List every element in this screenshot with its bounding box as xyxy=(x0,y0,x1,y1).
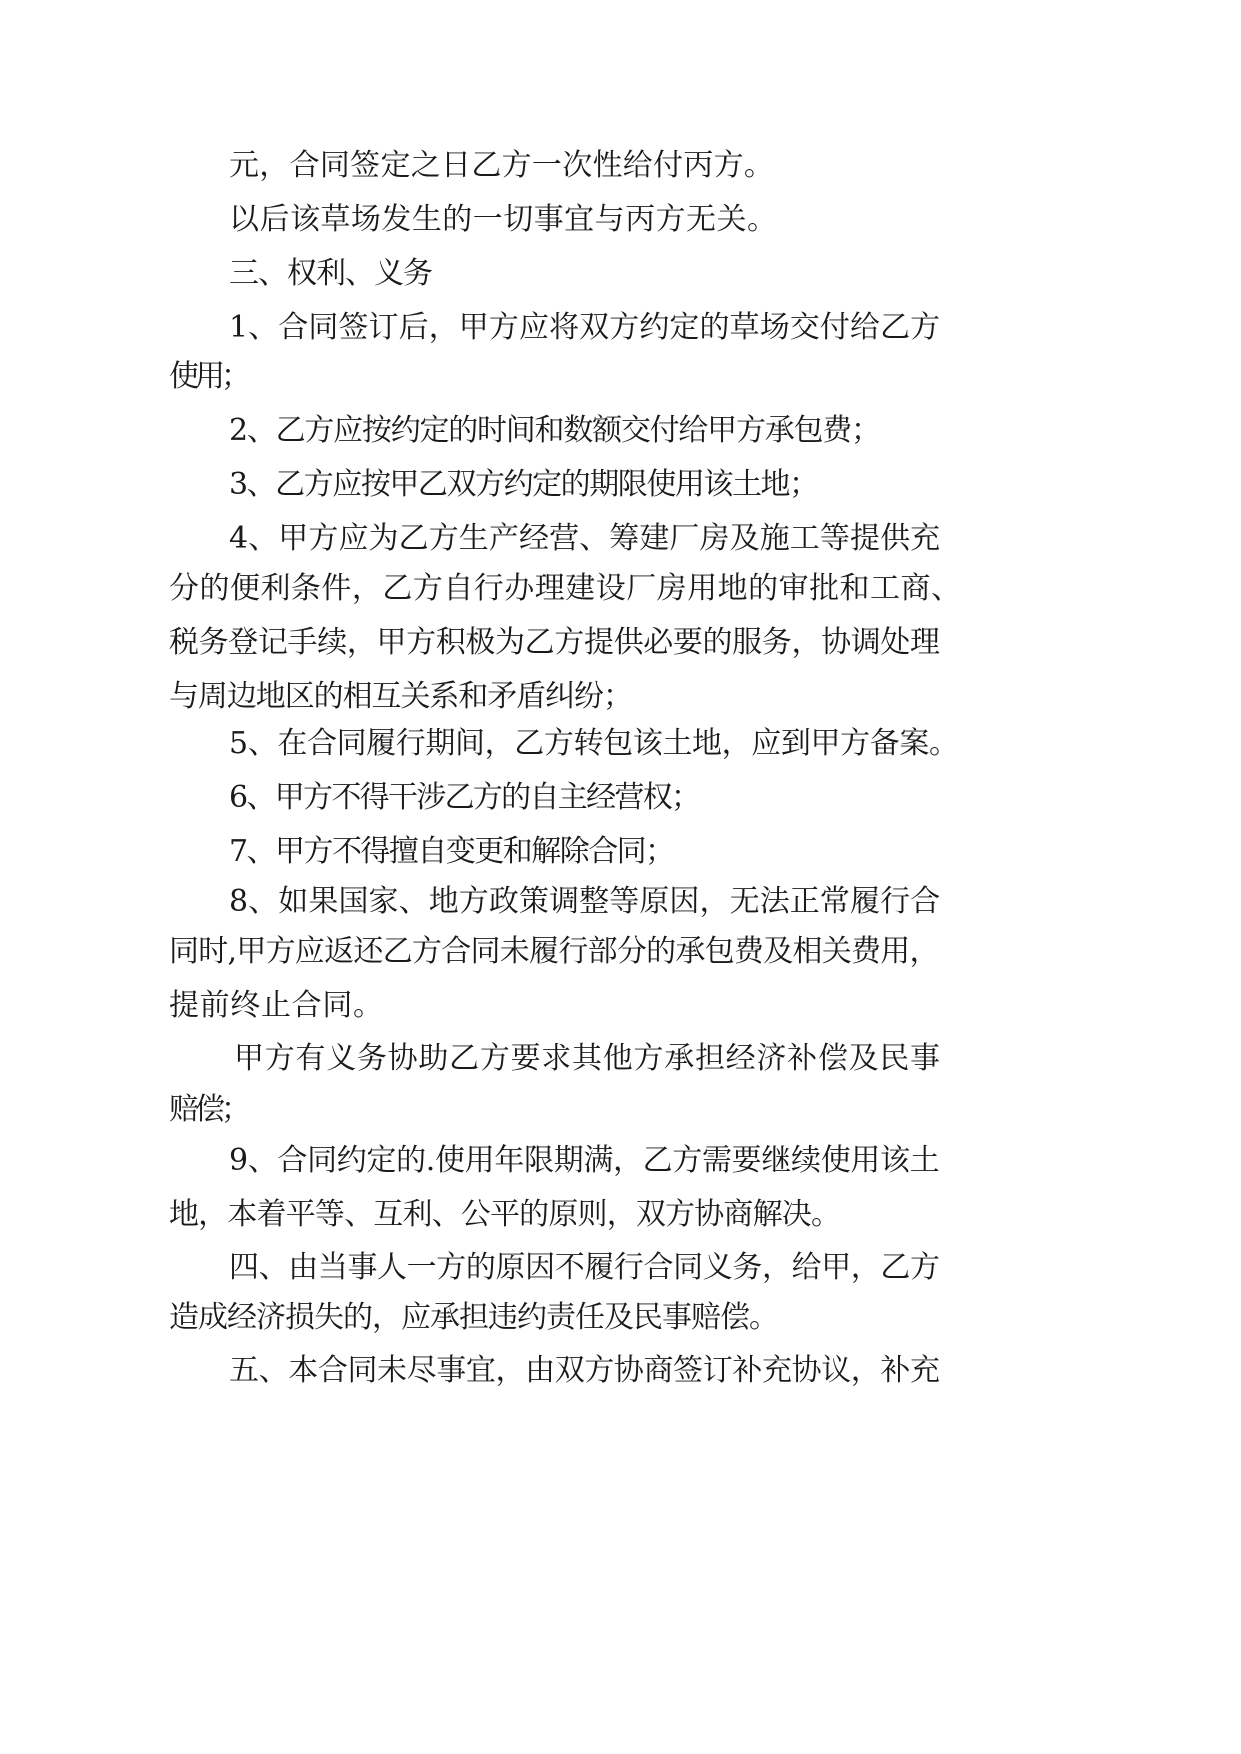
text-line: 赔偿； xyxy=(169,1092,247,1127)
text-line: 五、本合同未尽事宜，由双方协商签订补充协议，补充 xyxy=(229,1353,940,1388)
text-line: 税务登记手续，甲方积极为乙方提供必要的服务，协调处理 xyxy=(169,625,940,660)
text-line: 三、权利、义务 xyxy=(229,256,432,291)
text-line: 2、乙方应按约定的时间和数额交付给甲方承包费； xyxy=(229,413,880,448)
text-line: 同时,甲方应返还乙方合同未履行部分的承包费及相关费用， xyxy=(169,934,939,969)
text-line: 3、乙方应按甲乙双方约定的期限使用该土地； xyxy=(229,467,818,502)
text-line: 造成经济损失的，应承担违约责任及民事赔偿。 xyxy=(169,1300,778,1335)
text-line: 地，本着平等、互利、公平的原则，双方协商解决。 xyxy=(169,1197,841,1232)
text-line: 4、甲方应为乙方生产经营、筹建厂房及施工等提供充 xyxy=(229,521,941,556)
text-line: 提前终止合同。 xyxy=(169,988,384,1023)
text-line: 6、甲方不得干涉乙方的自主经营权； xyxy=(229,780,700,815)
text-line: 9、合同约定的.使用年限期满，乙方需要继续使用该土 xyxy=(229,1143,940,1178)
text-line: 使用； xyxy=(169,359,247,394)
text-line: 1、合同签订后，甲方应将双方约定的草场交付给乙方 xyxy=(229,310,941,345)
text-line: 7、甲方不得擅自变更和解除合同； xyxy=(229,834,674,869)
text-line: 分的便利条件，乙方自行办理建设厂房用地的审批和工商、 xyxy=(169,571,962,606)
text-line: 8、如果国家、地方政策调整等原因，无法正常履行合 xyxy=(229,884,941,919)
text-line: 以后该草场发生的一切事宜与丙方无关。 xyxy=(229,202,778,237)
text-line: 甲方有义务协助乙方要求其他方承担经济补偿及民事 xyxy=(234,1041,941,1076)
text-line: 元，合同签定之日乙方一次性给付丙方。 xyxy=(229,148,775,183)
text-line: 5、在合同履行期间，乙方转包该土地，应到甲方备案。 xyxy=(229,726,959,761)
text-line: 四、由当事人一方的原因不履行合同义务，给甲，乙方 xyxy=(229,1250,940,1285)
text-line: 与周边地区的相互关系和矛盾纠纷； xyxy=(169,679,632,714)
